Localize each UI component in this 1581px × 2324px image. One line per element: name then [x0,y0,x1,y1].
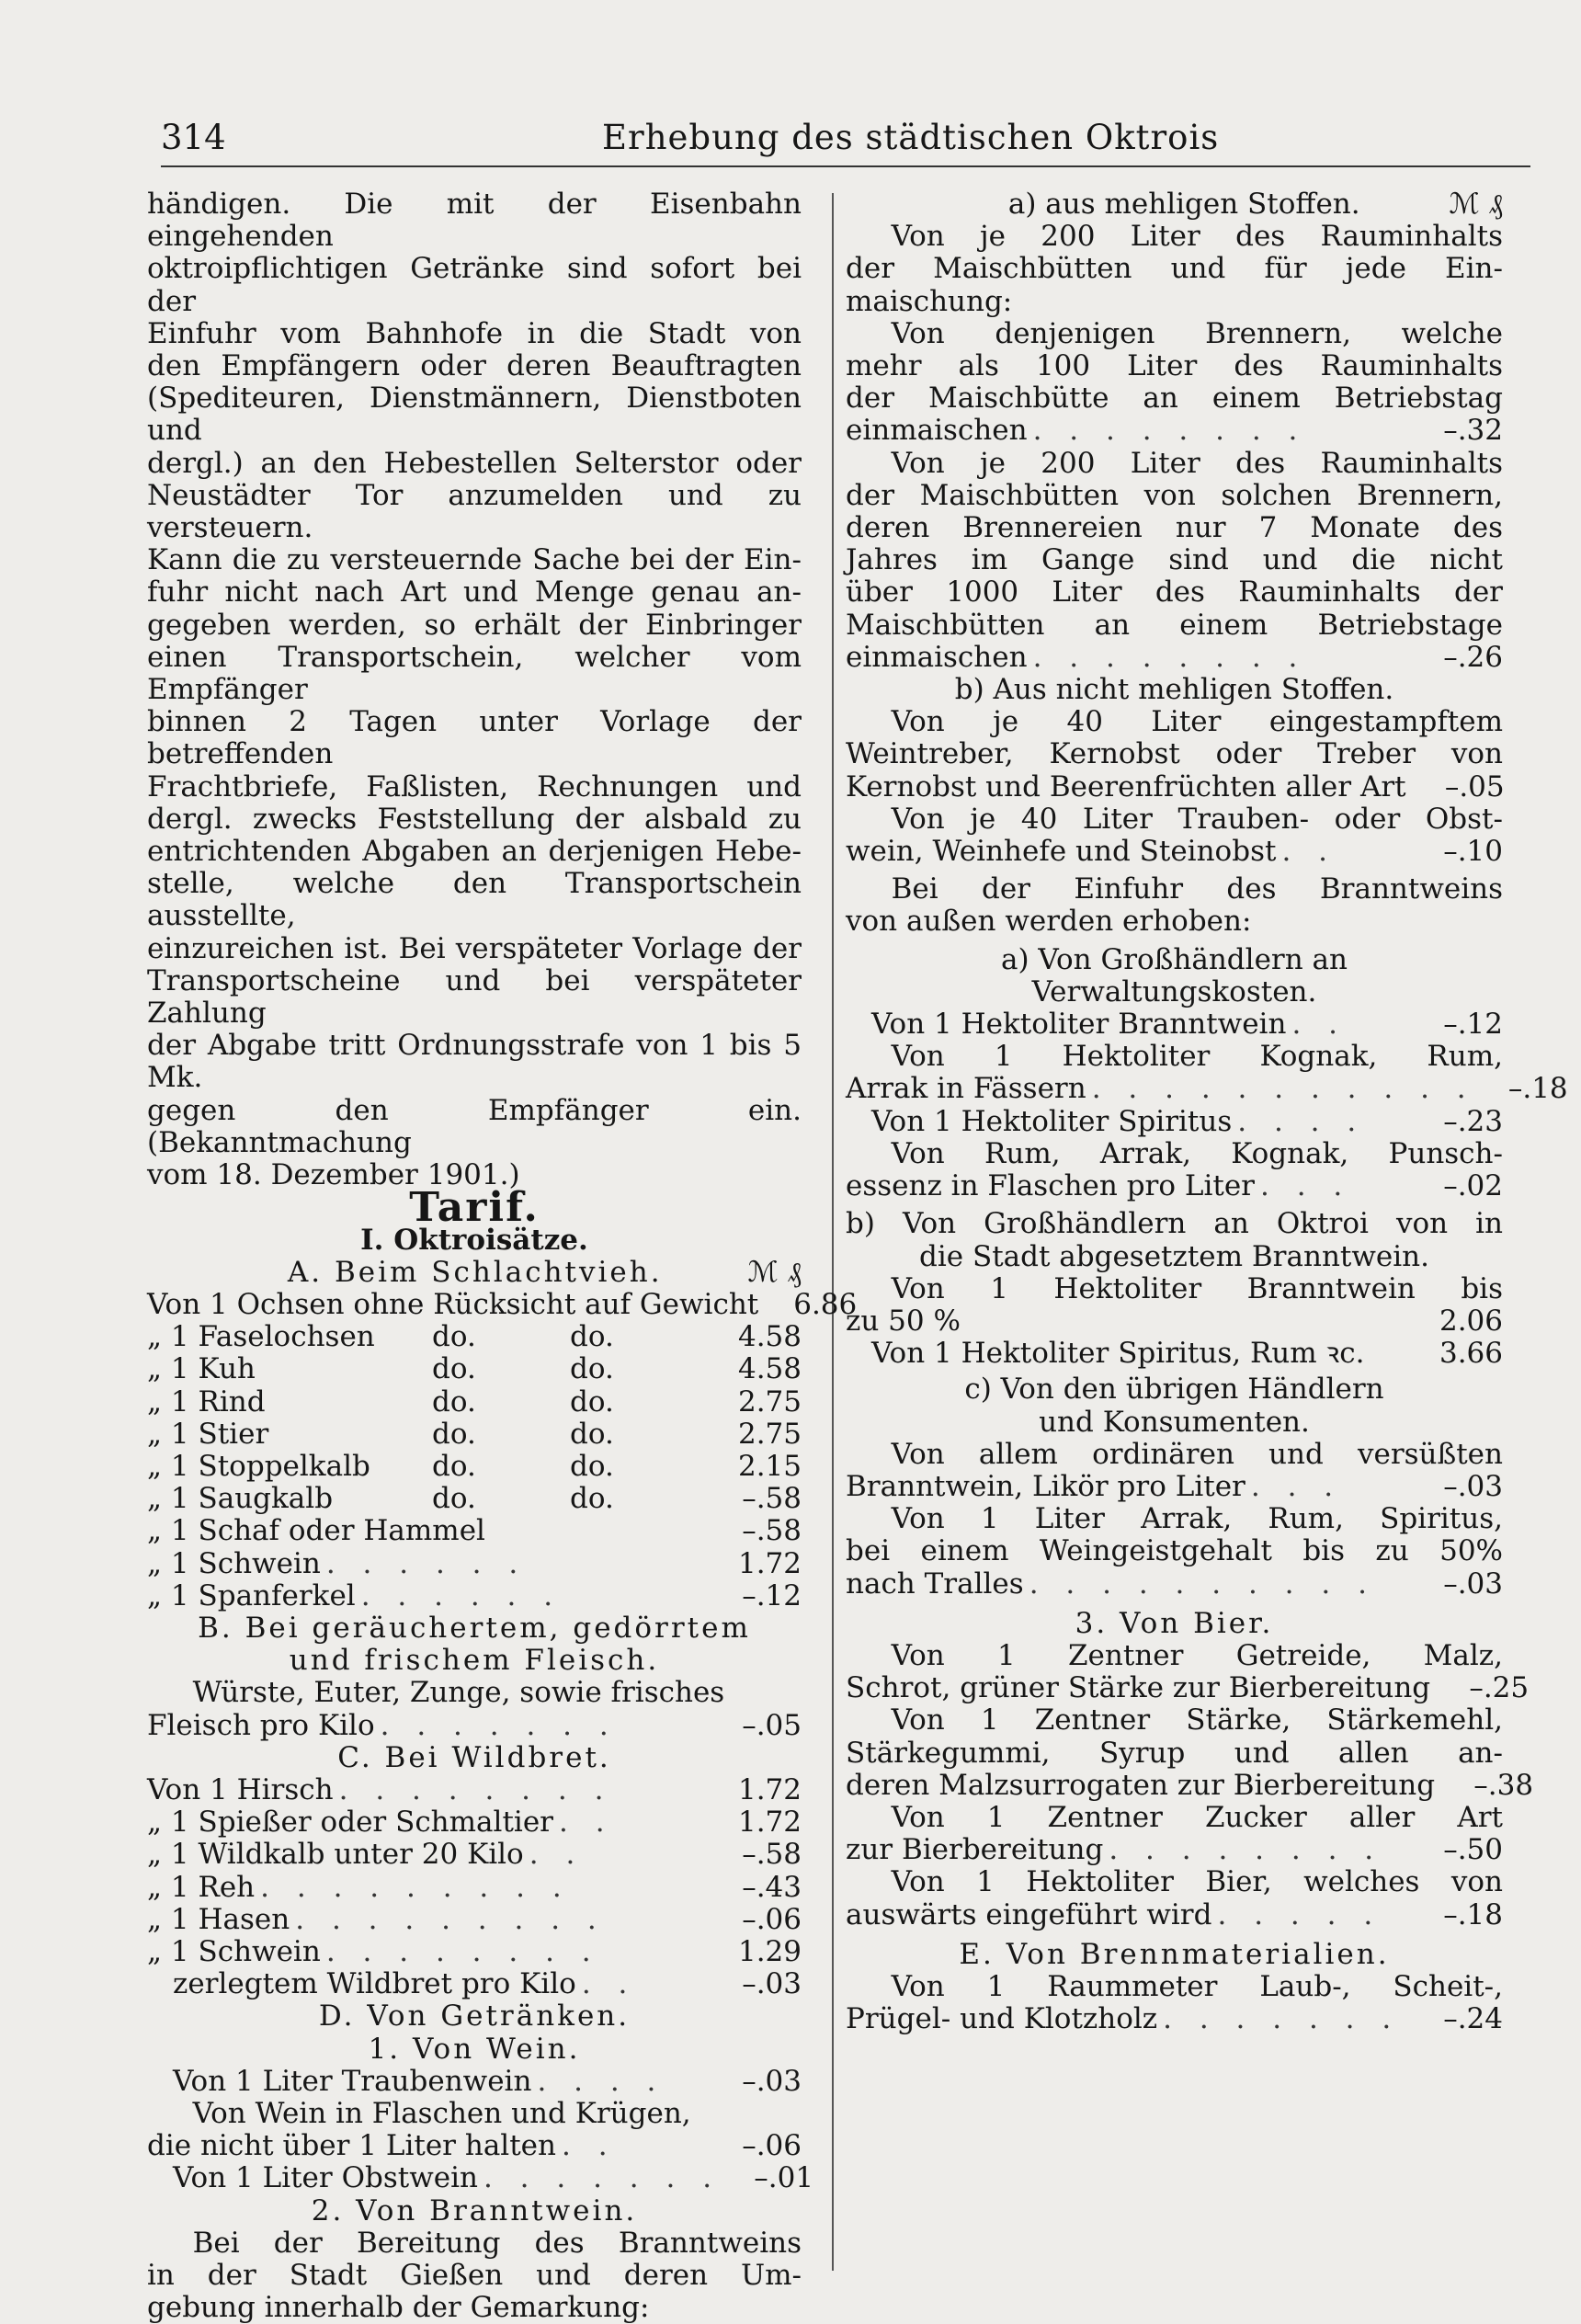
table-row: nach Tralles . . . . . . . . . . –.03 [846,1566,1503,1601]
table-row: „ 1 Schwein . . . . . . 1.72 [147,1546,802,1580]
table-row: Arrak in Fässern . . . . . . . . . . . –.18 [846,1072,1568,1106]
game-table [147,1774,802,2000]
currency-label: ℳ ₰ [1449,188,1503,221]
right-column: a) aus mehligen Stoffen. ℳ ₰ Von je 200 Liter des Rauminhalts der Maischbütten und für jede Ein- maischung: Von denjenigen Brennern, welche mehr als 100 Liter des Rauminhalts der Maischbütte an einem Betriebstag einmaischen . . . . . . . . –.32 Von je 200 Liter des Rauminhalts der Maischbütten von solchen Brennern, deren Brennereien nur 7 Monate des Jahres im Gange sind und die nicht über 1000 Liter des Rauminhalts der Maischbütten an einem Betriebstage einmaischen . . . . . . . . –.26 b) Aus nicht mehligen Stoffen. Von je 40 Liter eingestampftem Weintreber, Kernobst oder Treber von Kernobst und Beerenfrüchten aller Art –.05 Von je 40 Liter Trauben- oder Obst- wein, Weinhefe und Steinobst . . –.10 Bei der Einfuhr des Branntweins von außen werden erhoben: a) Von Großhändlern an Verwaltungskosten. Von 1 Hektoliter Branntwein . . –.12 Von 1 Hektoliter Kognak, Rum, Arrak in Fässern . . . . . . . . . . . –.18 Von 1 Hektoliter Spiritus . . . . –.23 Von Rum, Arrak, Kognak, Punsch- essenz in Flaschen pro Liter . . . –.02 b) Von Großhändlern an Oktroi von in die Stadt abgesetztem Branntwein. Von 1 Hektoliter Branntwein bis zu 50 % 2.06 Von 1 Hektoliter Spiritus, Rum ꝛc. 3.66 c) Von den übrigen Händlern und Konsumenten. Von allem ordinären und versüßten Branntwein, Likör pro Liter . . . –.03 Von 1 Liter Arrak, Rum, Spiritus, bei einem Weingeistgehalt bis zu 50% nach Tralles . . . . . . . . . . –.03 3. Von Bier. Von 1 Zentner Getreide, Malz, Schrot, grüner Stärke zur Bierbereitung –.25 Von 1 Zentner Stärke, Stärkemehl, Stärkegummi, Syrup und allen an- deren Malzsurrogaten zur Bierbereitung –.38 Von 1 Zentner Zucker aller Art zur Bierbereitung . . . . . . . . –.50 Von 1 Hektoliter Bier, welches von auswärts eingeführt wird . . . . . –.18 E. Von Brennmaterialien. Von 1 Raummeter Laub-, Scheit-, Prügel- und Klotzholz . . . . . . . –.24 [846,188,1568,2036]
page-header [161,118,1530,173]
table-row: Von 1 Hektoliter Spiritus, Rum ꝛc. 3.66 [871,1337,1503,1371]
table-row: einmaischen . . . . . . . . –.32 [846,414,1503,448]
heading-wholesale-b: b) Von Großhändlern an Oktroi von in [846,1207,1503,1241]
table-row: Von 1 Liter Traubenwein . . . . –.03 [173,2064,802,2098]
table-row: Von 1 Liter Obstwein . . . . . . . –.01 [173,2161,814,2195]
table-row: Schrot, grüner Stärke zur Bierbereitung –.25 [846,1671,1530,1705]
table-row: Kernobst und Beerenfrüchten aller Art –.05 [846,769,1505,803]
table-row: einmaischen . . . . . . . . –.26 [846,640,1503,674]
meat-text: Würste, Euter, Zunge, sowie frisches [192,1676,725,1710]
table-row: „ 1 Faselochsen do. do. 4.58 [147,1320,802,1354]
table-row: die nicht über 1 Liter halten . . –.06 [147,2129,802,2163]
table-row: „ 1 Reh . . . . . . . . . –.43 [147,1870,802,1904]
table-row: Prügel- und Klotzholz . . . . . . . –.24 [846,2002,1503,2036]
heading-cattle: A. Beim Schlachtvieh. ℳ ₰ [287,1255,802,1289]
intro-paragraph: händigen. Die mit der Eisenbahn eingehenden oktroipflichtigen Getränke sind sofort bei der Einfuhr vom Bahnhofe in die Stadt von den Empfängern oder deren Beauftragten (Spediteuren, Dienstmännern, Dienstboten und dergl.) an den Hebestellen Selterstor oder Neustädter Tor anzumelden und zu versteuern. Kann die zu versteuernde Sache bei der Ein- fuhr nicht nach Art und Menge genau an- gegeben werden, so erhält der Einbringer einen Transportschein, welcher vom Empfänger binnen 2 Tagen unter Vorlage der betreffenden Frachtbriefe, Faßlisten, Rechnungen und dergl. zwecks Feststellung der alsbald zu entrichtenden Abgaben an derjenigen Hebe- stelle, welche den Transportschein ausstellte, einzureichen ist. Bei verspäteter Vorlage der Transportscheine und bei verspäteter Zahlung der Abgabe tritt Ordnungsstrafe von 1 bis 5 Mk. gegen den Empfänger ein. (Bekanntmachung vom 18. Dezember 1901.) [147,188,802,1192]
section-heading: I. Oktroisätze. [360,1223,588,1257]
table-row: deren Malzsurrogaten zur Bierbereitung –.38 [846,1768,1534,1802]
table-row: „ 1 Saugkalb do. do. –.58 [147,1482,802,1516]
heading-retail: c) Von den übrigen Händlern [964,1373,1384,1407]
heading-fuel: E. Von Brennmaterialien. [959,1937,1390,1971]
heading-meat-2: und frischem Fleisch. [289,1644,660,1678]
table-row: „ 1 Hasen . . . . . . . . . –.06 [147,1902,802,1936]
table-row: „ 1 Wildkalb unter 20 Kilo . . –.58 [147,1838,802,1872]
table-row: „ 1 Schaf oder Hammel –.58 [147,1514,802,1548]
table-row: Von 1 Hektoliter Branntwein . . –.12 [871,1008,1503,1042]
table-row: „ 1 Stier do. do. 2.75 [147,1417,802,1451]
table-row: auswärts eingeführt wird . . . . . –.18 [846,1897,1503,1931]
table-row: Von 1 Hektoliter Spiritus . . . . –.23 [871,1104,1503,1138]
heading-drinks: D. Von Getränken. [318,1999,631,2034]
tarif-title: Tarif. [409,1184,540,1232]
heading-meat-1: B. Bei geräuchertem, gedörrtem [198,1611,751,1645]
page-number: 314 [161,118,226,157]
table-row: wein, Weinhefe und Steinobst . . –.10 [846,835,1503,869]
running-title: Erhebung des städtischen Oktrois [602,118,1220,157]
heading-beer: 3. Von Bier. [1075,1606,1274,1640]
table-row: zu 50 % 2.06 [846,1304,1503,1338]
table-row: „ 1 Schwein . . . . . . . . 1.29 [147,1934,802,1968]
heading-non-mealy: b) Aus nicht mehligen Stoffen. [954,673,1394,707]
currency-label: ℳ ₰ [747,1255,802,1289]
heading-spirits: 2. Von Branntwein. [311,2193,638,2227]
table-row: „ 1 Stoppelkalb do. do. 2.15 [147,1449,802,1483]
table-row: „ 1 Spanferkel . . . . . . –.12 [147,1578,802,1612]
heading-game: C. Bei Wildbret. [337,1740,611,1774]
table-row: „ 1 Spießer oder Schmaltier . . 1.72 [147,1806,802,1840]
heading-mealy: a) aus mehligen Stoffen. ℳ ₰ [1007,188,1503,221]
heading-wine: 1. Von Wein. [368,2032,581,2066]
table-row: Von 1 Ochsen ohne Rücksicht auf Gewicht 6.86 [147,1287,858,1321]
cattle-table [147,1287,858,1612]
table-row: zerlegtem Wildbret pro Kilo . . –.03 [173,1967,802,2001]
left-column: händigen. Die mit der Eisenbahn eingehenden oktroipflichtigen Getränke sind sofort bei der Einfuhr vom Bahnhofe in die Stadt von den Empfängern oder deren Beauftragten (Spediteuren, Dienstmännern, Dienstboten und dergl.) an den Hebestellen Selterstor oder Neustädter Tor anzumelden und zu versteuern. Kann die zu versteuernde Sache bei der Ein- fuhr nicht nach Art und Menge genau an- gegeben werden, so erhält der Einbringer einen Transportschein, welcher vom Empfänger binnen 2 Tagen unter Vorlage der betreffenden Frachtbriefe, Faßlisten, Rechnungen und dergl. zwecks Feststellung der alsbald zu entrichtenden Abgaben an derjenigen Hebe- stelle, welche den Transportschein ausstellte, einzureichen ist. Bei verspäteter Vorlage der Transportscheine und bei verspäteter Zahlung der Abgabe tritt Ordnungsstrafe von 1 bis 5 Mk. gegen den Empfänger ein. (Bekanntmachung vom 18. Dezember 1901.) Tarif. I. Oktroisätze. A. Beim Schlachtvieh. ℳ ₰ Von 1 Ochsen ohne Rücksicht auf Gewicht 6.86 „ 1 Faselochsen do. do. 4.58 „ 1 Kuh do. do. 4.58 „ 1 Rind do. do. 2.75 „ 1 Stier do. do. 2.75 „ 1 Stoppelkalb do. do. 2.15 „ 1 Saugkalb do. do. –.58 „ 1 Schaf oder Hammel –.58 „ 1 Schwein . . . . . . 1.72 „ 1 Spanferkel . . . . . . –.12 B. Bei geräuchertem, gedörrtem und frischem Fleisch. Würste, Euter, Zunge, sowie frisches Fleisch pro Kilo . . . . . . . –.05 C. Bei Wildbret. Von 1 Hirsch . . . . . . . . 1.72 „ 1 Spießer oder Schmaltier . . 1.72 „ 1 Wildkalb unter 20 Kilo . . –.58 „ 1 Reh . . . . . . . . . –.43 „ 1 Hasen . . . . . . . . . –.06 „ 1 Schwein . . . . . . . . 1.29 zerlegtem Wildbret pro Kilo . . –.03 D. Von Getränken. 1. Von Wein. Von 1 Liter Traubenwein . . . . –.03 Von Wein in Flaschen und Krügen, die nicht über 1 Liter halten . . –.06 Von 1 Liter Obstwein . . . . . . . –.01 2. Von Branntwein. Bei der Bereitung des Branntweins in der Stadt Gießen und deren Um- gebung innerhalb der Gemarkung: [147,188,858,2324]
header-rule [161,165,1530,167]
table-row: zur Bierbereitung . . . . . . . . –.50 [846,1833,1503,1867]
table-row: „ 1 Kuh do. do. 4.58 [147,1352,802,1386]
heading-wholesale-a: a) Von Großhändlern an [1000,942,1348,976]
table-row: essenz in Flaschen pro Liter . . . –.02 [846,1169,1503,1203]
table-row: Branntwein, Likör pro Liter . . . –.03 [846,1469,1503,1503]
column-divider [832,193,834,2271]
table-row: Fleisch pro Kilo . . . . . . . –.05 [147,1708,802,1742]
table-row: „ 1 Rind do. do. 2.75 [147,1384,802,1418]
table-row: Von 1 Hirsch . . . . . . . . 1.72 [147,1772,802,1806]
